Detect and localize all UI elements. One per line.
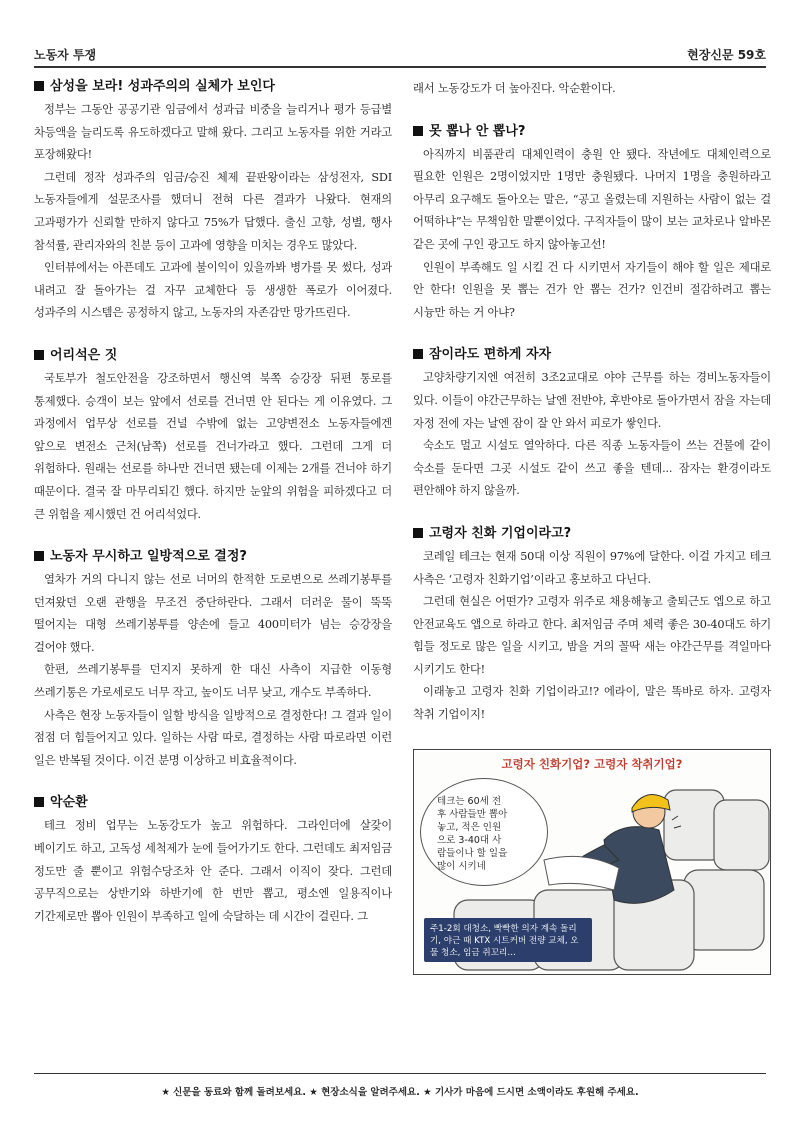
bullet-square-icon — [34, 81, 44, 91]
article-title: 어리석은 짓 — [34, 347, 392, 365]
right-column — [413, 78, 771, 975]
bullet-square-icon — [34, 551, 44, 561]
article-paragraph: 아직까지 비품관리 대체인력이 충원 안 됐다. 작년에도 대체인력으로 필요한 인원은 2명이었지만 1명만 충원됐다. 나머지 1명을 충원하라고 아무리 요구해도 돌아오는 말은, “공고 올렸는데 지원하는 사람이 없는 걸 어떡하냐”는 무책임한 말뿐이었다. 구직자들이 많이 보는 교차로나 알바몬 같은 곳에 구인 광고도 하지 않아놓고선! — [413, 147, 771, 251]
page-header — [34, 42, 766, 68]
bubble-line: 람들이나 할 일을 — [437, 847, 508, 859]
cartoon-illustration — [413, 749, 771, 975]
article-paragraph: 인원이 부족해도 일 시킬 건 다 시키면서 자기들이 해야 할 일은 제대로 안 한다! 인원을 못 뽑는 건가 안 뽑는 건가? 인건비 절감하려고 뽑는 시늉만 하는 거 아냐? — [413, 260, 771, 319]
article-paragraph: 한편, 쓰레기봉투를 던지지 못하게 한 대신 사측이 지급한 이동형 쓰레기통은 가로세로도 너무 작고, 높이도 너무 낮고, 개수도 부족하다. — [34, 663, 392, 700]
bubble-line: 으로 3-40대 사 — [437, 834, 502, 846]
article-paragraph: 숙소도 멀고 시설도 열악하다. 다른 직종 노동자들이 쓰는 건물에 같이 숙소를 둔다면 그곳 시설도 같이 쓰고 좋을 텐데... 잠자는 환경이라도 편안해야 하지 않을까. — [413, 439, 771, 498]
cartoon-title: 고령자 친화기업? 고령자 착취기업? — [501, 756, 683, 771]
footer-divider — [34, 1073, 766, 1074]
article-title: 삼성을 보라! 성과주의의 실체가 보인다 — [34, 78, 392, 96]
article-paragraph: 그런데 현실은 어떤가? 고령자 위주로 채용해놓고 출퇴근도 엡으로 하고 안전교육도 앱으로 하라고 한다. 최저임금 주며 체력 좋은 30-40대도 하기 힘들 정도로 많은 일을 시키고, 밤을 거의 꼴딱 새는 야간근무를 격일마다 시키기도 한다! — [413, 595, 771, 676]
article-paragraph: 테크 정비 업무는 노동강도가 높고 위험하다. 그라인더에 살갗이 베이기도 하고, 고독성 세척제가 눈에 들어가기도 한다. 그런데도 최저임금 정도만 줄 뿐이고 위험수당조차 안 준다. 그래서 이직이 잦다. 그런데 공무직으로는 상반기와 하반기에 한 번만 뽑고, 평소엔 일용직이나 기간제로만 뽑아 인원이 부족하고 일에 숙달하는 데 시간이 걸린다. 그 — [34, 819, 392, 923]
article-paragraph: 래서 노동강도가 더 높아진다. 악순환이다. — [413, 82, 616, 95]
article-paragraph: 고양차량기지엔 여전히 3조2교대로 야야 근무를 하는 경비노동자들이 있다. 이들이 야간근무하는 날엔 전반야, 후반야로 돌아가면서 잠을 자는데 자정 전에 자는 날엔 잠이 잘 안 와서 피로가 쌓인다. — [413, 371, 771, 430]
article-vicious-cycle — [34, 794, 392, 928]
page-footer: ★ 신문을 동료와 함께 돌려보세요. ★ 현장소식을 알려주세요. ★ 기사가 마음에 드시면 소액이라도 후원해 주세요. — [161, 1087, 639, 1098]
article-paragraph: 사측은 현장 노동자들이 일할 방식을 일방적으로 결정한다! 그 결과 일이 점점 더 힘들어지고 있다. 일하는 사람 따로, 결정하는 사람 따로라면 이런 일은 반복될 것이다. 이건 분명 이상하고 비효율적이다. — [34, 708, 392, 767]
bubble-line: 많이 시키네 — [437, 860, 486, 872]
article-hiring — [413, 123, 771, 325]
bullet-square-icon — [413, 126, 423, 136]
article-paragraph: 코레일 테크는 현재 50대 이상 직원이 97%에 달한다. 이걸 가지고 테크 사측은 ‘고령자 친화기업’이라고 홍보하고 다닌다. — [413, 549, 771, 586]
bubble-line: 후 사람들만 뽑아 — [437, 808, 508, 820]
article-paragraph: 국토부가 철도안전을 강조하면서 행신역 북쪽 승강장 뒤편 통로를 통제했다. 승객이 보는 앞에서 선로를 건너면 안 된다는 게 이유였다. 그 과정에서 업무상 선로를 건널 수밖에 없는 고양변전소 노동자들에겐 앞으로 변전소 근처(남쪽) 선로를 건너가라고 했다. 그런데 그게 더 위험하다. 원래는 선로를 하나만 건너면 됐는데 이제는 2개를 건너야 하기 때문이다. 결국 잘 마무리되긴 했다. 하지만 눈앞의 위험을 피하겠다고 더 큰 위험을 제시했던 건 어리석었다. — [34, 371, 392, 521]
speech-bubble — [420, 778, 548, 886]
article-foolish — [34, 347, 392, 526]
article-title: 고령자 친화 기업이라고? — [413, 525, 771, 543]
left-column — [34, 78, 392, 950]
bullet-square-icon — [34, 350, 44, 360]
bullet-square-icon — [413, 528, 423, 538]
article-title: 못 뽑나 안 뽑나? — [413, 123, 771, 141]
article-title: 악순환 — [34, 794, 392, 812]
article-samsung — [34, 78, 392, 325]
article-title: 잠이라도 편하게 자자 — [413, 346, 771, 364]
article-vicious-cycle-continued — [413, 78, 771, 101]
bullet-square-icon — [413, 349, 423, 359]
article-paragraph: 이래놓고 고령자 친화 기업이라고!? 에라이, 말은 똑바로 하자. 고령자 착취 기업이지! — [413, 685, 771, 722]
article-paragraph: 정부는 그동안 공공기관 임금에서 성과급 비중을 늘리거나 평가 등급별 차등액을 늘리도록 유도하겠다고 말해 왔다. 그리고 노동자를 위한 거라고 포장해왔다! — [34, 103, 392, 162]
article-paragraph: 인터뷰에서는 아픈데도 고과에 불이익이 있을까봐 병가를 못 썼다, 성과 내려고 잘 돌아가는 걸 자꾸 교체한다 등 생생한 폭로가 이어졌다. 성과주의 시스템은 공정하지 않고, 노동자의 자존감만 망가뜨린다. — [34, 261, 392, 320]
bubble-line: 테크는 60세 전 — [437, 795, 502, 807]
article-elderly-friendly — [413, 525, 771, 727]
header-issue-number: 현장신문 59호 — [687, 48, 766, 62]
article-unilateral — [34, 548, 392, 772]
article-sleep — [413, 346, 771, 503]
article-paragraph: 열차가 거의 다니지 않는 선로 너머의 한적한 도로변으로 쓰레기봉투를 던져왔던 오랜 관행을 무조건 중단하란다. 그래서 더러운 물이 뚝뚝 떨어지는 대형 쓰레기봉투를 양손에 들고 400미터가 넘는 승강장을 걸어야 했다. — [34, 573, 392, 654]
cartoon-caption: 주1-2회 대청소, 빡빡한 의자 계속 돌리기, 야근 때 KTX 시트커버 전량 교체, 오물 청소, 임금 쥐꼬리… — [424, 918, 592, 962]
bullet-square-icon — [34, 797, 44, 807]
article-title: 노동자 무시하고 일방적으로 결정? — [34, 548, 392, 566]
header-section-name: 노동자 투쟁 — [34, 48, 97, 62]
bubble-line: 놓고, 적은 인원 — [437, 821, 502, 833]
article-paragraph: 그런데 정작 성과주의 임금/승진 체제 끝판왕이라는 삼성전자, SDI 노동자들에게 설문조사를 했더니 전혀 다른 결과가 나왔다. 현재의 고과평가가 신뢰할 만하지 않다고 75%가 답했다. 출신 고향, 성별, 행사 참석률, 관리자와의 친분 등이 고과에 영향을 미치는 경우도 많았다. — [34, 170, 392, 252]
